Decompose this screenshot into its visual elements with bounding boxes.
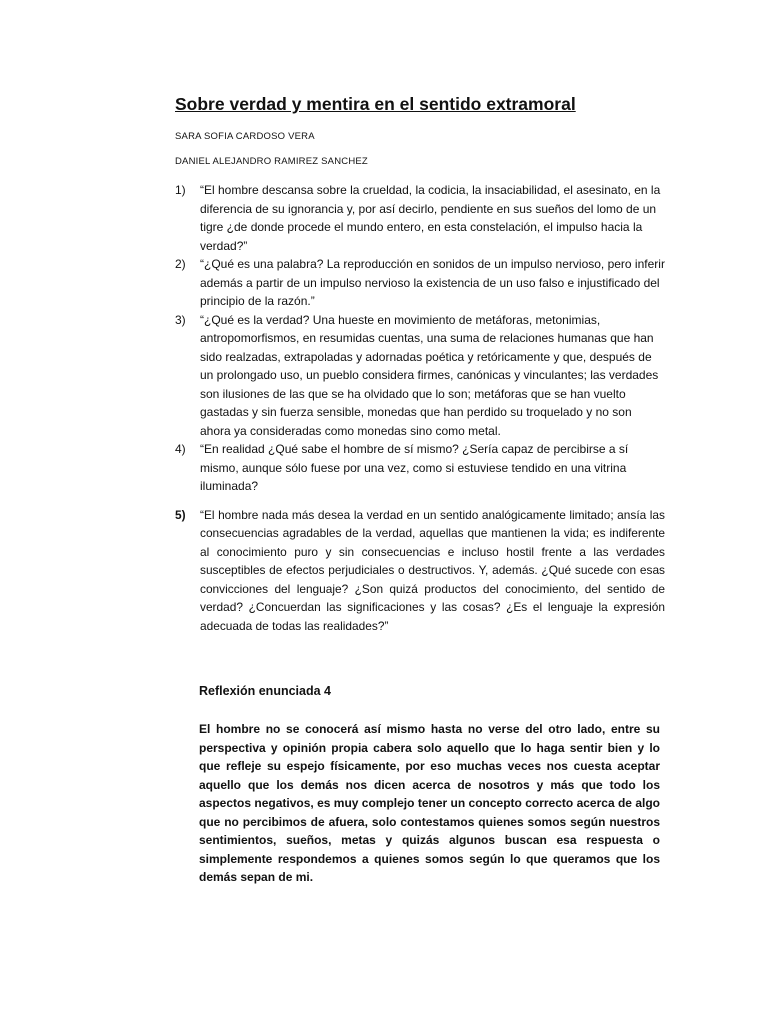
quote-item-2 [175,255,665,311]
quote-number: 3) [175,312,186,327]
quote-list [175,181,665,635]
quote-number: 2) [175,257,186,271]
reflection-paragraph: El hombre no se conocerá así mismo hasta no verse del otro lado, entre su perspectiva y opinión propia cabera solo aquello que lo haga sentir bien y lo que refleje su espejo físicamente, por eso muchas veces nos cuesta aceptar aquello que los demás nos dicen acerca de nosotros y más que todo los aspectos negativos, es muy complejo tener un concepto correcto acerca de algo que no percibimos de afuera, solo contestamos quienes somos según nuestros sentimientos, sueños, metas y quizás algunos buscan esa respuesta o simplemente respondemos a quienes somos según lo que queramos que los demás sepan de mi. [199,722,660,884]
quote-item-5 [175,506,665,636]
quote-item-4 [175,440,665,496]
quote-text: “En realidad ¿Qué sabe el hombre de sí mismo? ¿Sería capaz de percibirse a sí mismo, aunque sólo fuese por una vez, como si estuviese tendido en una vitrina iluminada? [200,442,629,493]
quote-number: 1) [175,183,186,197]
quote-text: “¿Qué es una palabra? La reproducción en sonidos de un impulso nervioso, pero inferir además a partir de un impulso nervioso la existencia de un uso falso e injustificado del principio de la razón.” [200,257,665,308]
author-1: SARA SOFIA CARDOSO VERA [175,131,315,142]
quote-text: “El hombre nada más desea la verdad en un sentido analógicamente limitado; ansía las consecuencias agradables de la verdad, aquellas que mantienen la vida; es indiferente al conocimiento puro y sin consecuencias e incluso hostil frente a las verdades susceptibles de efectos perjudiciales o destructivos. Y, además. ¿Qué sucede con esas convicciones del lenguaje? ¿Son quizá productos del conocimiento, del sentido de verdad? ¿Concuerdan las significaciones y las cosas? ¿Es el lenguaje la expresión adecuada de todas las realidades?” [200,507,665,633]
quote-item-3 [175,311,665,441]
quote-item-1 [175,181,665,255]
quote-text: “¿Qué es la verdad? Una hueste en movimiento de metáforas, metonimias, antropomorfismos, en resumidas cuentas, una suma de relaciones humanas que han sido realzadas, extrapoladas y adornadas poética y retóricamente y que, después de un prolongado uso, un pueblo considera firmes, canónicas y vinculantes; las verdades son ilusiones de las que se ha olvidado que lo son; metáforas que se han vuelto gastadas y sin fuerza sensible, monedas que han perdido su troquelado y no son ahora ya consideradas como monedas sino como metal. [200,312,659,438]
quote-text: “El hombre descansa sobre la crueldad, la codicia, la insaciabilidad, el asesinato, en la diferencia de su ignorancia y, por así decirlo, pendiente en sus sueños del lomo de un tigre ¿de donde procede el mundo entero, en esta constelación, el impulso hacia la verdad?” [200,183,661,253]
author-2: DANIEL ALEJANDRO RAMIREZ SANCHEZ [175,156,368,167]
quote-number: 5) [175,507,186,522]
document-title: Sobre verdad y mentira en el sentido extramoral [175,94,576,114]
quote-number: 4) [175,442,186,456]
reflection-heading: Reflexión enunciada 4 [199,684,331,698]
